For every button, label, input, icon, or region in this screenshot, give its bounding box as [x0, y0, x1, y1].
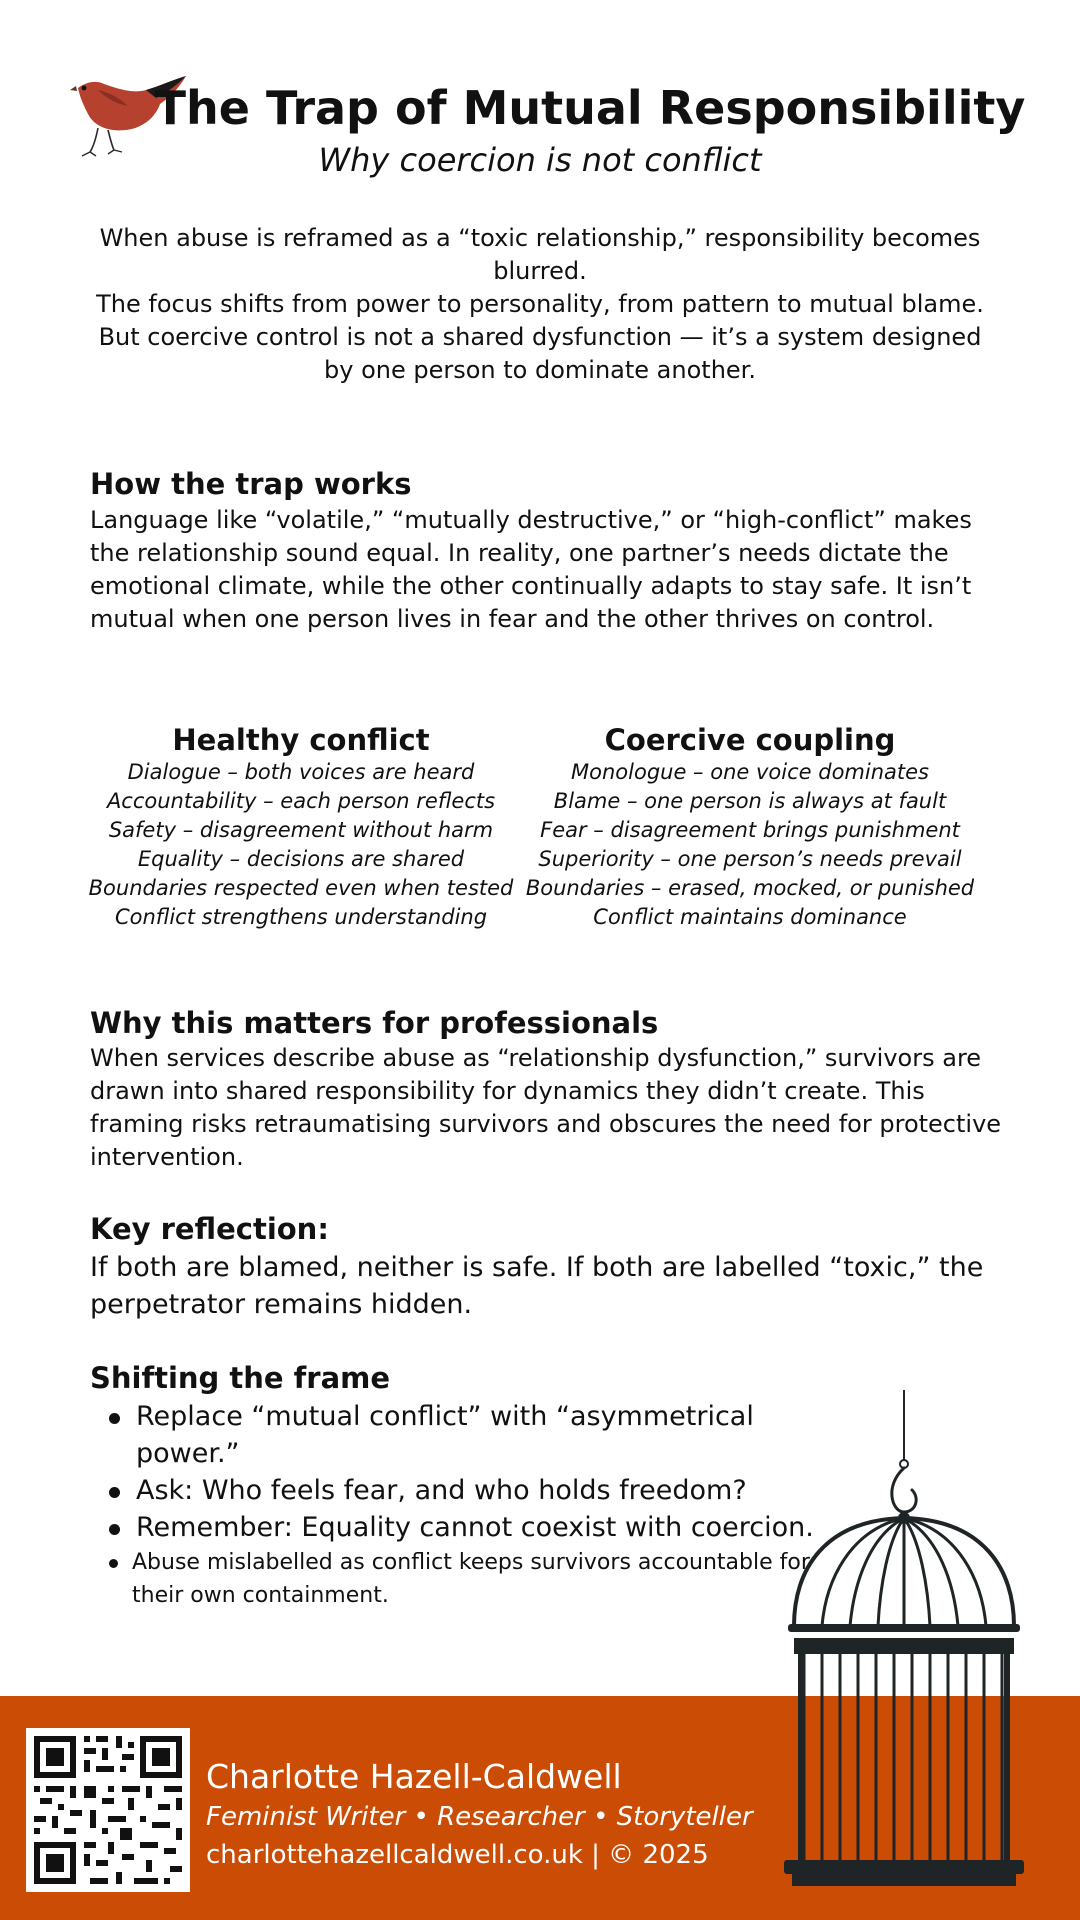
list-item: Dialogue – both voices are heard [127, 760, 475, 784]
author-role: Feminist Writer • Researcher • Storyteller [206, 1802, 753, 1832]
section-body-professionals: When services describe abuse as “relationship dysfunction,” survivors are drawn into shared responsibility for dynamics they didn’t create. This framing risks retraumatising survivors and obscures the need for protective intervention. [90, 1044, 1002, 1171]
shifting-frame-list [102, 1398, 862, 1612]
section-body-key-reflection: If both are blamed, neither is safe. If both are labelled “toxic,” the perpetrator remains hidden. [90, 1252, 984, 1320]
coercive-coupling-column [515, 722, 985, 932]
section-heading-key-reflection: Key reflection: [90, 1212, 329, 1246]
section-heading-professionals: Why this matters for professionals [90, 1006, 659, 1040]
list-item: Boundaries – erased, mocked, or punished [525, 876, 975, 900]
bullet-item: Remember: Equality cannot coexist with coercion. [102, 1509, 862, 1546]
list-item: Fear – disagreement brings punishment [540, 818, 960, 842]
list-item: Blame – one person is always at fault [553, 789, 947, 813]
list-item: Boundaries respected even when tested [88, 876, 514, 900]
healthy-conflict-heading: Healthy conflict [172, 723, 430, 757]
coercive-coupling-heading: Coercive coupling [604, 723, 896, 757]
list-item: Conflict strengthens understanding [114, 905, 488, 929]
section-heading-how-trap-works: How the trap works [90, 467, 412, 501]
list-item: Monologue – one voice dominates [571, 760, 929, 784]
author-name: Charlotte Hazell-Caldwell [206, 1757, 622, 1796]
bullet-item: Abuse mislabelled as conflict keeps survivors accountable for their own containment. [102, 1546, 862, 1612]
page-subtitle: Why coercion is not conflict [318, 141, 762, 179]
list-item: Conflict maintains dominance [593, 905, 907, 929]
section-heading-shifting-frame: Shifting the frame [90, 1361, 391, 1395]
intro-line: The focus shifts from power to personality, from pattern to mutual blame. [96, 290, 984, 318]
healthy-conflict-column [66, 722, 536, 932]
list-item: Safety – disagreement without harm [108, 818, 494, 842]
list-item: Equality – decisions are shared [137, 847, 465, 871]
author-website[interactable]: charlottehazellcaldwell.co.uk | © 2025 [206, 1840, 709, 1870]
bullet-item: Ask: Who feels fear, and who holds freedom? [102, 1472, 862, 1509]
page-title: The Trap of Mutual Responsibility [154, 81, 1026, 135]
intro-text [90, 222, 990, 387]
intro-line: When abuse is reframed as a “toxic relationship,” responsibility becomes blurred. [99, 224, 981, 285]
bullet-item: Replace “mutual conflict” with “asymmetrical power.” [102, 1398, 862, 1472]
intro-line: But coercive control is not a shared dysfunction — it’s a system designed by one person to dominate another. [98, 323, 982, 384]
qr-code[interactable] [26, 1728, 190, 1892]
section-body-how-trap-works: Language like “volatile,” “mutually destructive,” or “high-conflict” makes the relationship sound equal. In reality, one partner’s needs dictate the emotional climate, while the other continually adapts to stay safe. It isn’t mutual when one person lives in fear and the other thrives on control. [90, 506, 972, 633]
list-item: Superiority – one person’s needs prevail [538, 847, 962, 871]
birdcage-icon [764, 1390, 1044, 1890]
list-item: Accountability – each person reflects [106, 789, 496, 813]
